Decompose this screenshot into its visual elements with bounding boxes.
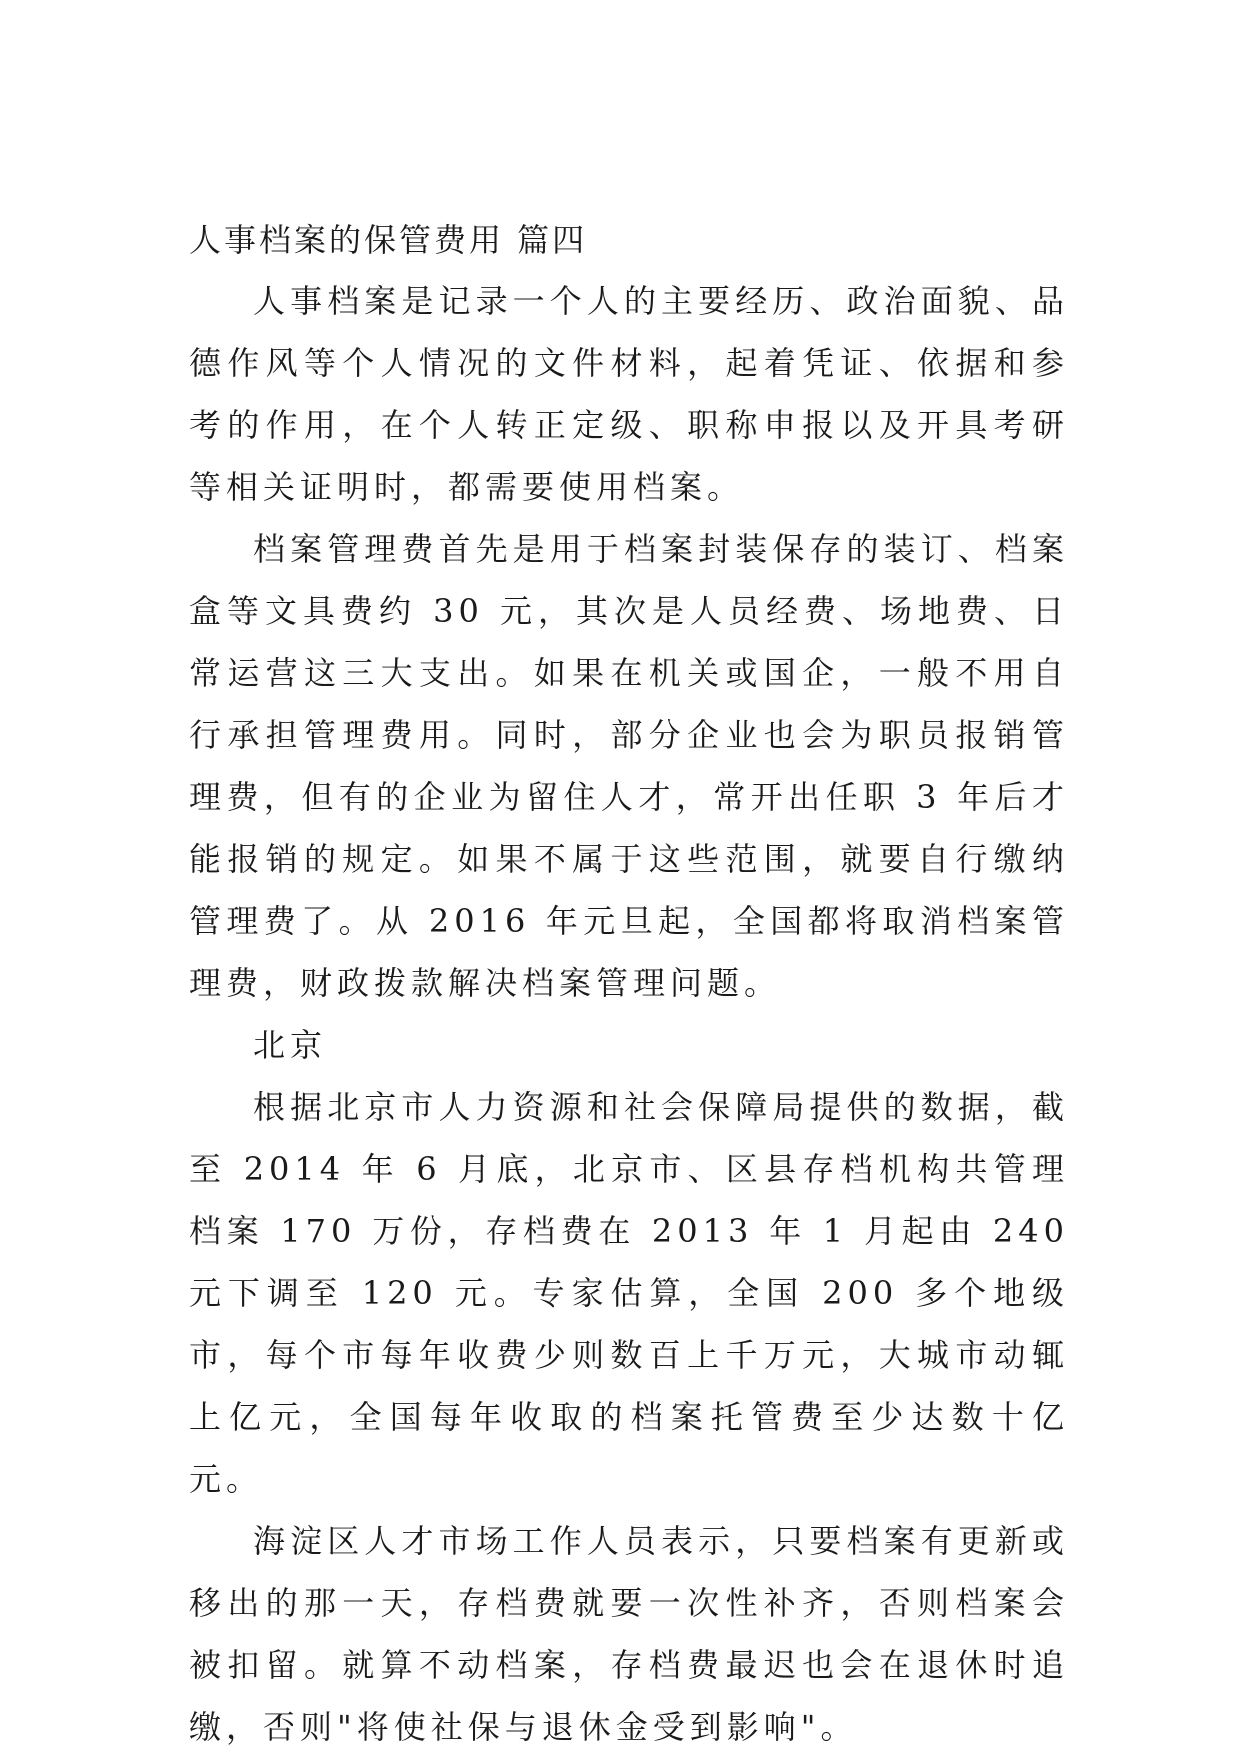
paragraph-beijing-data: 根据北京市人力资源和社会保障局提供的数据，截至 2014 年 6 月底，北京市、区县存档机构共管理档案 170 万份，存档费在 2013 年 1 月起由 240 元下调至 120 元。专家估算，全国 200 多个地级市，每个市每年收费少则数百上千万元，大城市动辄上亿元，全国每年收取的档案托管费至少达数十亿元。 — [189, 1088, 1069, 1498]
paragraph-haidian: 海淀区人才市场工作人员表示，只要档案有更新或移出的那一天，存档费就要一次性补齐，否则档案会被扣留。就算不动档案，存档费最迟也会在退休时追缴，否则"将使社保与退休金受到影响"。 — [189, 1522, 1069, 1746]
document-body — [189, 210, 1069, 1758]
paragraph-management-fee: 档案管理费首先是用于档案封装保存的装订、档案盒等文具费约 30 元，其次是人员经费、场地费、日常运营这三大支出。如果在机关或国企，一般不用自行承担管理费用。同时，部分企业也会为职员报销管理费，但有的企业为留住人才，常开出任职 3 年后才能报销的规定。如果不属于这些范围，就要自行缴纳管理费了。从 2016 年元旦起，全国都将取消档案管理费，财政拨款解决档案管理问题。 — [189, 530, 1069, 1002]
document-title: 人事档案的保管费用 篇四 — [189, 221, 588, 259]
section-heading-beijing: 北京 — [253, 1026, 328, 1064]
paragraph-definition: 人事档案是记录一个人的主要经历、政治面貌、品德作风等个人情况的文件材料，起着凭证、依据和参考的作用，在个人转正定级、职称申报以及开具考研等相关证明时，都需要使用档案。 — [189, 282, 1069, 506]
